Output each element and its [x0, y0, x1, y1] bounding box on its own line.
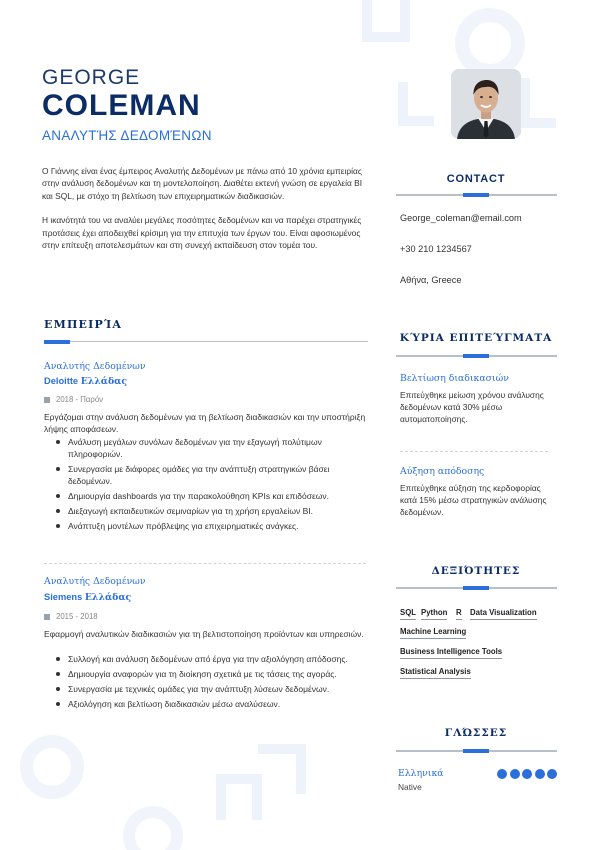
experience-heading: ΕΜΠΕΙΡΊΑ [44, 318, 123, 331]
decorative-corner [520, 78, 556, 128]
job-description: Εργάζομαι στην ανάλυση δεδομένων για τη βελτίωση διαδικασιών και την υποστήριξη λήψης αποφάσεων. [44, 412, 366, 434]
job-title: ΑΝΑΛΥΤΉΣ ΔΕΔΟΜΈΝΩΝ [42, 128, 212, 143]
achievements-heading: ΚΎΡΙΑ ΕΠΙΤΕΎΓΜΑΤΑ [399, 332, 553, 344]
entry-separator [44, 563, 366, 564]
job-bullets [54, 653, 368, 713]
decorative-square [216, 774, 262, 820]
job-bullets [54, 436, 368, 535]
list-item: Συνεργασία με διάφορες ομάδες για την ανάπτυξη στρατηγικών βάσει δεδομένων. [54, 463, 368, 487]
skill-tag: Python [421, 608, 447, 620]
summary-paragraph: Ο Γιάννης είναι ένας έμπειρος Αναλυτής Δεδομένων με πάνω από 10 χρόνια εμπειρίας στην ανάλυση δεδομένων και τη μοντελοποίηση. Διαθέτει εκτενή γνώση σε εργαλεία BI και SQL, με στόχο τη βελτίωση των επιχειρηματικών διαδικασιών. [42, 166, 363, 201]
contact-location: Αθήνα, Greece [400, 275, 462, 285]
list-item: Διεξαγωγή εκπαιδευτικών σεμιναρίων για τη χρήση εργαλείων BI. [54, 505, 368, 517]
first-name: GEORGE [42, 66, 141, 89]
decorative-corner [398, 82, 434, 126]
language-name: Ελληνικά [398, 768, 444, 779]
skill-tag: R [456, 608, 462, 620]
job-role: Αναλυτής Δεδομένων [44, 576, 146, 587]
company-location: Ελλάδας [84, 592, 132, 603]
calendar-icon [44, 614, 50, 620]
contact-phone[interactable]: +30 210 1234567 [400, 244, 472, 254]
company-name: Siemens [44, 592, 83, 602]
list-item: Συνεργασία με τεχνικές ομάδες για την ανάπτυξη λύσεων δεδομένων. [54, 683, 368, 695]
rating-dot [535, 769, 545, 779]
job-company [44, 376, 127, 387]
calendar-icon [44, 397, 50, 403]
skill-tag: Statistical Analysis [400, 667, 471, 679]
entry-separator [400, 451, 548, 452]
list-item: Ανάλυση μεγάλων συνόλων δεδομένων για την εξαγωγή πολύτιμων πληροφοριών. [54, 436, 368, 460]
job-dates [44, 612, 98, 621]
rating-dot [510, 769, 520, 779]
list-item: Συλλογή και ανάλυση δεδομένων από έργα για την αξιολόγηση απόδοσης. [54, 653, 368, 665]
achievement-description: Επιτεύχθηκε αύξηση της κερδοφορίας κατά 15% μέσω στρατηγικών ανάλυσης δεδομένων. [400, 483, 547, 517]
list-item: Δημιουργία αναφορών για τη διοίκηση σχετικά με τις τάσεις της αγοράς. [54, 668, 368, 680]
summary-paragraph: Η ικανότητά του να αναλύει μεγάλες ποσότητες δεδομένων και να παρέχει στρατηγικές προτάσεις έχει αποδειχθεί κρίσιμη για την επιτυχία των έργων του. Είναι αφοσιωμένος στην επίτευξη αποτελεσμάτων και στη συνεχή εκπαίδευση στον τομέα του. [42, 215, 362, 251]
section-divider [44, 341, 368, 342]
profile-photo [451, 69, 521, 139]
job-role: Αναλυτής Δεδομένων [44, 361, 146, 372]
job-dates-text: 2018 - Παρόν [56, 395, 104, 404]
section-divider [396, 750, 557, 752]
job-description: Εφαρμογή αναλυτικών διαδικασιών για τη βελτιστοποίηση προϊόντων και υπηρεσιών. [44, 629, 364, 639]
skill-tag: SQL [400, 608, 416, 620]
language-level: Native [398, 782, 422, 792]
language-rating [497, 769, 557, 779]
company-location: Ελλάδας [80, 376, 127, 387]
achievement-title: Αύξηση απόδοσης [400, 466, 485, 477]
rating-dot [497, 769, 507, 779]
list-item: Δημιουργία dashboards για την παρακολούθηση KPIs και επιδόσεων. [54, 490, 368, 502]
decorative-ring [123, 806, 183, 850]
skills-heading: ΔΕΞΙΌΤΗΤΕΣ [431, 565, 521, 577]
rating-dot [547, 769, 557, 779]
section-divider [396, 194, 557, 196]
languages-heading: ΓΛΏΣΣΕΣ [444, 727, 508, 739]
achievement-title: Βελτίωση διαδικασιών [400, 373, 509, 384]
last-name: COLEMAN [42, 89, 201, 122]
decorative-ring [20, 735, 84, 799]
contact-email[interactable]: George_coleman@email.com [400, 213, 522, 223]
section-divider [396, 587, 557, 589]
job-dates [44, 395, 103, 404]
skill-tag: Machine Learning [400, 627, 466, 639]
job-dates-text: 2015 - 2018 [56, 612, 98, 621]
decorative-square [362, 0, 410, 42]
decorative-corner [258, 744, 306, 794]
job-company [44, 592, 131, 603]
list-item: Ανάπτυξη μοντέλων πρόβλεψης για επιχειρηματικές ανάγκες. [54, 520, 368, 532]
skill-tag: Data Visualization [470, 608, 537, 620]
profile-summary [42, 165, 364, 251]
list-item: Αξιολόγηση και βελτίωση διαδικασιών μέσω αναλύσεων. [54, 698, 368, 710]
skill-tag: Business Intelligence Tools [400, 647, 502, 659]
company-name: Deloitte [44, 376, 79, 386]
contact-heading: CONTACT [446, 173, 506, 185]
achievement-description: Επιτεύχθηκε μείωση χρόνου ανάλυσης δεδομένων κατά 30% μέσω αυτοματοποίησης. [400, 390, 544, 424]
decorative-ring [455, 8, 525, 78]
section-divider [396, 355, 557, 357]
rating-dot [522, 769, 532, 779]
